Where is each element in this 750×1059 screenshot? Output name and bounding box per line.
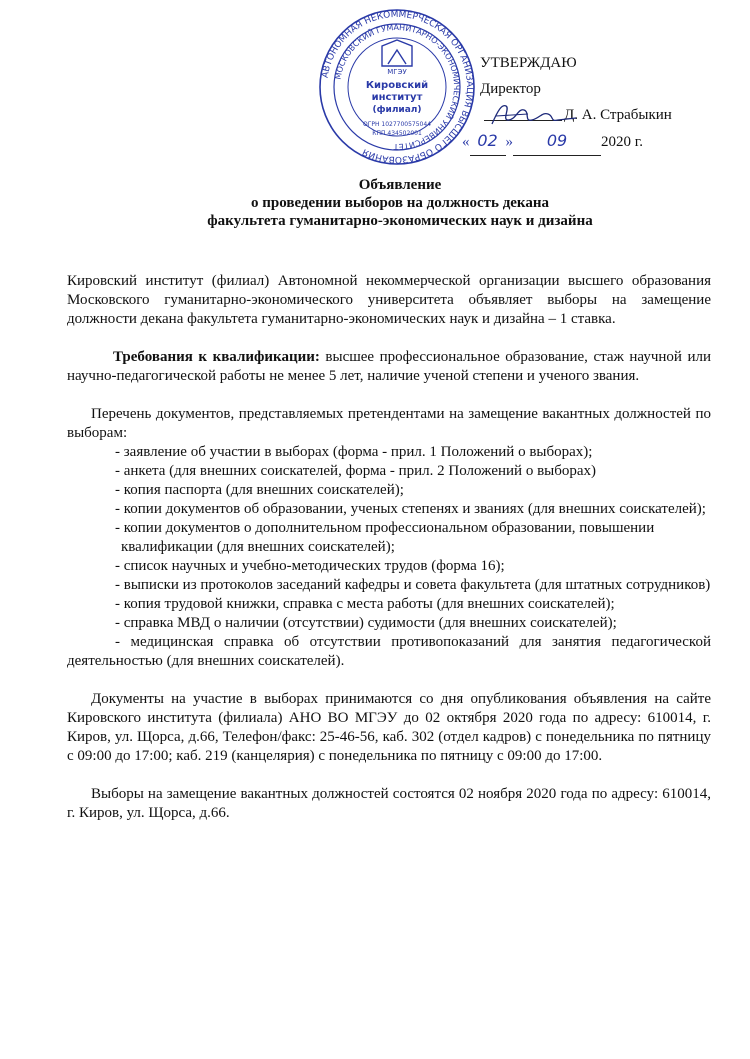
stamp-logo-text: МГЭУ: [387, 68, 407, 76]
list-item: - копия трудовой книжки, справка с места работы (для внешних соискателей);: [115, 596, 615, 612]
stamp-outer-text: АВТОНОМНАЯ НЕКОММЕРЧЕСКАЯ ОРГАНИЗАЦИЯ ВЫСШЕГО ОБРАЗОВАНИЯ: [320, 9, 475, 165]
list-item: - копии документов об образовании, ученых степенях и званиях (для внешних соискателей);: [115, 501, 706, 517]
heading-line3: факультета гуманитарно-экономических наук и дизайна: [207, 213, 593, 229]
requirements-text: высшее профессиональное образование, стаж научной или научно-педагогической работы не менее 5 лет, наличие ученой степени и ученого звания.: [67, 349, 711, 384]
date-open-quote: «: [462, 134, 470, 150]
list-item: - анкета (для внешних соискателей, форма - прил. 2 Положений о выборах): [115, 463, 597, 479]
announcement-heading: [60, 176, 740, 230]
approval-title: УТВЕРЖДАЮ: [480, 55, 577, 71]
date-year: 2020 г.: [601, 134, 643, 150]
stamp-inner-text: МОСКОВСКИЙ ГУМАНИТАРНО-ЭКОНОМИЧЕСКИЙ УНИВЕРСИТЕТ: [333, 22, 462, 152]
list-item: - справка МВД о наличии (отсутствии) судимости (для внешних соискателей);: [115, 615, 617, 631]
stamp-logo-icon: [382, 40, 412, 66]
list-item: - выписки из протоколов заседаний кафедры и совета факультета (для штатных сотрудников): [115, 577, 711, 593]
stamp-center-line3: (филиал): [372, 105, 422, 115]
stamp-center-line2: институт: [371, 92, 423, 103]
date-close-quote: »: [505, 134, 513, 150]
approval-date: [462, 128, 643, 156]
election-paragraph: Выборы на замещение вакантных должностей состоятся 02 ноября 2020 года по адресу: 610014, г. Киров, ул. Щорса, д.66.: [67, 786, 711, 821]
list-item: - медицинская справка об отсутствии противопоказаний для занятия педагогической деятельностью (для внешних соискателей).: [67, 634, 711, 669]
list-item: - копии документов о дополнительном профессиональном образовании, повышении квалификации (для внешних соискателей);: [115, 520, 655, 555]
list-item: - заявление об участии в выборах (форма - прил. 1 Положений о выборах);: [115, 444, 593, 460]
stamp-kpp: КПП 434502001: [372, 130, 422, 137]
stamp-ogrn: ОГРН 1027700575044: [362, 121, 432, 128]
announcement-body: [67, 272, 711, 823]
date-day: 02: [477, 131, 498, 150]
institution-stamp: [318, 8, 476, 166]
heading-line2: о проведении выборов на должность декана: [250, 195, 549, 211]
approval-position: Директор: [480, 81, 541, 97]
stamp-center-line1: Кировский: [365, 80, 429, 91]
documents-heading: Перечень документов, представляемых претендентами на замещение вакантных должностей по выборам:: [67, 406, 711, 441]
requirements-label: Требования к квалификации:: [113, 349, 320, 365]
deadline-paragraph: Документы на участие в выборах принимаются со дня опубликования объявления на сайте Кировского института (филиала) АНО ВО МГЭУ до 02 октября 2020 года по адресу: 610014, г. Киров, ул. Щорса, д.66, Телефон/факс: 25-46-56, каб. 302 (отдел кадров) с понедельника по пятницу с 09:00 до 17:00; каб. 219 (канцелярия) с понедельника по пятницу с 09:00 до 17:00.: [67, 691, 711, 764]
director-signature: [488, 100, 578, 130]
intro-paragraph: Кировский институт (филиал) Автономной некоммерческой организации высшего образования Московского гуманитарно-экономического университета объявляет выборы на замещение должности декана факультета гуманитарно-экономических наук и дизайна – 1 ставка.: [67, 273, 711, 327]
list-item: - список научных и учебно-методических трудов (форма 16);: [115, 558, 505, 574]
date-month: 09: [546, 131, 568, 150]
documents-list: [67, 443, 711, 671]
heading-line1: Объявление: [358, 177, 442, 193]
requirements-paragraph: [67, 348, 711, 386]
approval-signer: Д. А. Страбыкин: [564, 107, 672, 123]
list-item: - копия паспорта (для внешних соискателей);: [115, 482, 404, 498]
